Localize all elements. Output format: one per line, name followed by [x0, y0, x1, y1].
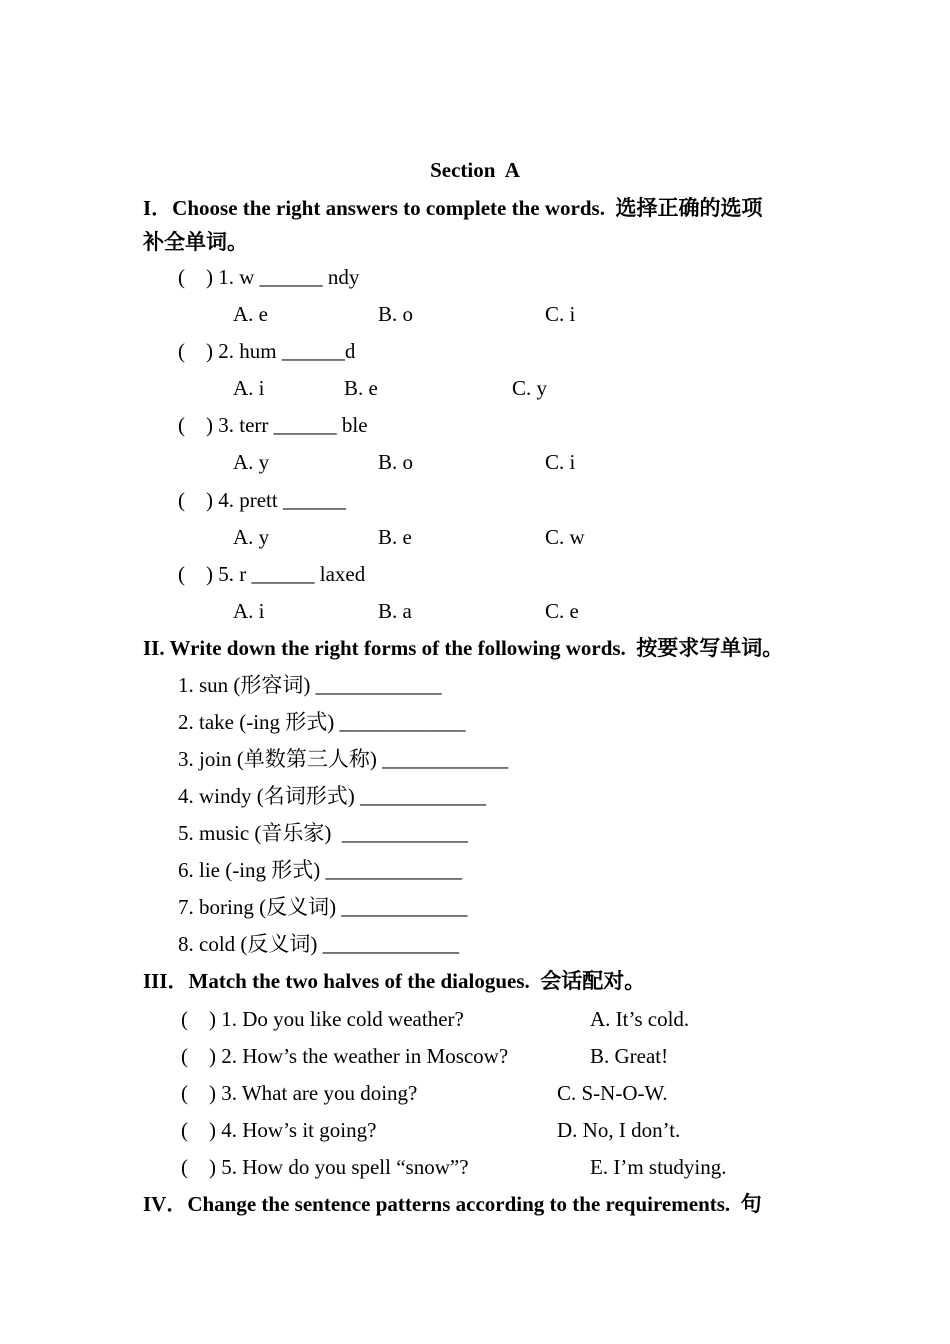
option-c: C. i	[545, 450, 576, 474]
word-form-item: 8. cold (反义词) _____________	[178, 932, 460, 956]
word-form-item: 6. lie (-ing 形式) _____________	[178, 858, 463, 882]
word-form-item: 2. take (-ing 形式) ____________	[178, 710, 466, 734]
dialogue-answer: B. Great!	[590, 1044, 669, 1068]
option-b: B. o	[378, 450, 414, 474]
part4-heading: IV．Change the sentence patterns according to the requirements. 句	[143, 1192, 762, 1216]
word-form-item: 3. join (单数第三人称) ____________	[178, 747, 509, 771]
option-c: C. w	[545, 525, 585, 549]
dialogue-question: ( ) 4. How’s it going?	[181, 1118, 377, 1142]
word-form-item: 5. music (音乐家) ____________	[178, 821, 468, 845]
dialogue-question: ( ) 5. How do you spell “snow”?	[181, 1155, 469, 1179]
dialogue-question: ( ) 2. How’s the weather in Moscow?	[181, 1044, 509, 1068]
dialogue-answer: D. No, I don’t.	[557, 1118, 681, 1142]
dialogue-answer: A. It’s cold.	[590, 1007, 690, 1031]
word-form-item: 7. boring (反义词) ____________	[178, 895, 468, 919]
part2-heading: II. Write down the right forms of the following words. 按要求写单词。	[143, 636, 784, 660]
option-a: A. e	[233, 302, 268, 326]
option-c: C. e	[545, 599, 579, 623]
option-a: A. i	[233, 599, 265, 623]
word-form-item: 4. windy (名词形式) ____________	[178, 784, 486, 808]
dialogue-answer: E. I’m studying.	[590, 1155, 727, 1179]
dialogue-question: ( ) 1. Do you like cold weather?	[181, 1007, 464, 1031]
dialogue-question: ( ) 3. What are you doing?	[181, 1081, 418, 1105]
option-a: A. y	[233, 525, 270, 549]
section-title: Section A	[430, 158, 520, 182]
option-b: B. o	[378, 302, 414, 326]
question-stem: ( ) 3. terr ______ ble	[178, 413, 368, 437]
part1-heading-line1: I．Choose the right answers to complete the words. 选择正确的选项	[143, 196, 763, 220]
option-b: B. e	[344, 376, 378, 400]
word-form-item: 1. sun (形容词) ____________	[178, 673, 442, 697]
part3-heading: III．Match the two halves of the dialogues. 会话配对。	[143, 969, 646, 993]
part1-heading-line2: 补全单词。	[143, 230, 248, 254]
question-stem: ( ) 4. prett ______	[178, 488, 346, 512]
option-c: C. y	[512, 376, 548, 400]
dialogue-answer: C. S-N-O-W.	[557, 1081, 668, 1105]
option-a: A. y	[233, 450, 270, 474]
option-a: A. i	[233, 376, 265, 400]
question-stem: ( ) 2. hum ______d	[178, 339, 356, 363]
option-c: C. i	[545, 302, 576, 326]
question-stem: ( ) 5. r ______ laxed	[178, 562, 366, 586]
question-stem: ( ) 1. w ______ ndy	[178, 265, 360, 289]
option-b: B. e	[378, 525, 412, 549]
option-b: B. a	[378, 599, 412, 623]
